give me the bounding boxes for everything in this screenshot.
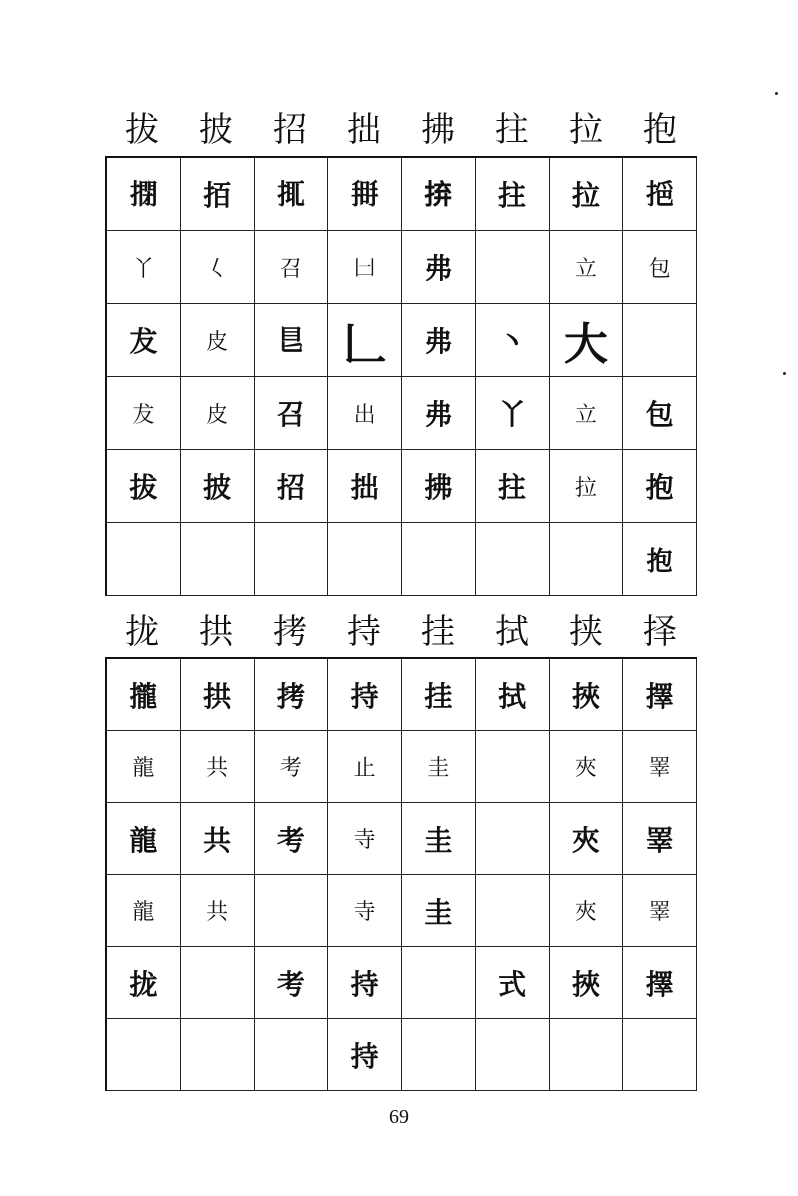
table2-glyph-cell: 挾 [550,947,624,1019]
table1-header-char: 拙 [347,110,381,150]
table2-header-char: 择 [643,612,677,652]
table2-glyph-cell [550,1019,624,1091]
table1-glyph-cell: 拂 [402,450,476,523]
table1-glyph-cell: 丫 [476,377,550,450]
table2-glyph-cell: 止 [328,731,402,803]
table2-glyph-cell: 考 [255,731,329,803]
table1-glyph-cell: 大 [550,304,624,377]
table2-glyph-cell: 夾 [550,731,624,803]
table1-glyph-cell: 皮 [181,377,255,450]
table1-glyph-cell: 召 [255,231,329,304]
table2-glyph-cell: 龍 [107,803,181,875]
table2-glyph-cell: 挾 [550,659,624,731]
table2-grid [105,657,697,1091]
table1-glyph-cell [328,523,402,596]
table2-glyph-cell: 持 [328,1019,402,1091]
table1-glyph-cell: 招 [255,450,329,523]
table1-glyph-cell: 抱 [623,450,697,523]
table2-glyph-cell: 考 [255,803,329,875]
table2-header-char: 挟 [569,612,603,652]
table1-glyph-cell: 犮 [107,377,181,450]
table1-glyph-cell: 犮 [107,304,181,377]
table1-glyph-cell: 𥃩 [255,304,329,377]
table1-glyph-cell: 包 [623,231,697,304]
table1-glyph-cell: 𡿨 [181,231,255,304]
table1-glyph-cell [623,304,697,377]
table2-glyph-cell [255,1019,329,1091]
table2-glyph-cell [402,1019,476,1091]
table1-glyph-cell: 𠙵 [328,231,402,304]
table1-glyph-cell: 𢬵 [402,158,476,231]
table1-glyph-cell: 披 [181,450,255,523]
table2-glyph-cell: 龍 [107,731,181,803]
table1-glyph-cell: 抱 [623,523,697,596]
table1-glyph-cell [181,523,255,596]
table1-glyph-cell: 拄 [476,158,550,231]
table1-glyph-cell: 立 [550,231,624,304]
scan-speck [783,372,786,375]
table1-glyph-cell: 𢲾 [107,158,181,231]
table1-glyph-cell: 召 [255,377,329,450]
table2-glyph-cell: 龍 [107,875,181,947]
table2-glyph-cell: 持 [328,947,402,1019]
table2-glyph-cell: 拢 [107,947,181,1019]
table1-glyph-cell [476,523,550,596]
table1-glyph-cell: 拄 [476,450,550,523]
table1-grid [105,156,697,596]
table1-header-char: 拔 [125,110,159,150]
table1-glyph-cell: 弗 [402,231,476,304]
table2-glyph-cell: 圭 [402,875,476,947]
table2-header-char: 挂 [421,612,455,652]
table1-header-char: 拄 [495,110,529,150]
table1-glyph-cell: 𠃊 [328,304,402,377]
table2-glyph-cell: 圭 [402,731,476,803]
table2-glyph-cell: 夾 [550,803,624,875]
table2-header-char: 持 [347,612,381,652]
table2-header-char: 拭 [495,612,529,652]
table2-glyph-cell: 圭 [402,803,476,875]
table1-glyph-cell [107,523,181,596]
table1-glyph-cell: 包 [623,377,697,450]
table1-glyph-cell: 拉 [550,450,624,523]
scan-speck [775,92,778,95]
table1-glyph-cell: 𢰿 [328,158,402,231]
table1-glyph-cell: 出 [328,377,402,450]
table1-header-char: 抱 [643,110,677,150]
table2-glyph-cell [476,1019,550,1091]
table1-header-char: 披 [199,110,233,150]
table2-header [105,612,697,652]
table2-glyph-cell: 共 [181,803,255,875]
table1-header-char: 拉 [569,110,603,150]
table2-glyph-cell [476,731,550,803]
table1-glyph-cell: 丫 [107,231,181,304]
table2-glyph-cell [181,947,255,1019]
table2-glyph-cell: 拭 [476,659,550,731]
table2-glyph-cell: 拷 [255,659,329,731]
page-number: 69 [389,1106,409,1128]
table2-header-char: 拢 [125,612,159,652]
table2-glyph-cell [181,1019,255,1091]
table1-glyph-cell: 皮 [181,304,255,377]
table1-glyph-cell: 弗 [402,304,476,377]
table2-glyph-cell: 式 [476,947,550,1019]
table2-glyph-cell [402,947,476,1019]
table1-glyph-cell [476,231,550,304]
table1-header-char: 拂 [421,110,455,150]
table1-header [105,110,697,150]
table2-header-char: 拷 [273,612,307,652]
table2-glyph-cell: 睪 [623,731,697,803]
table2-glyph-cell: 考 [255,947,329,1019]
table1-glyph-cell: 弗 [402,377,476,450]
table1-glyph-cell: 丶 [476,304,550,377]
table1-glyph-cell: 𢫦 [181,158,255,231]
table2-glyph-cell: 共 [181,731,255,803]
table2-glyph-cell: 持 [328,659,402,731]
table2-glyph-cell: 攏 [107,659,181,731]
table2-glyph-cell [255,875,329,947]
table1-glyph-cell: 拔 [107,450,181,523]
table2-glyph-cell: 擇 [623,659,697,731]
table2-glyph-cell: 共 [181,875,255,947]
table2-glyph-cell: 擇 [623,947,697,1019]
table1-glyph-cell [255,523,329,596]
table2-glyph-cell: 寺 [328,875,402,947]
table2-glyph-cell: 夾 [550,875,624,947]
table1-glyph-cell: 拙 [328,450,402,523]
table2-glyph-cell [476,875,550,947]
table1-glyph-cell: 𢬴 [255,158,329,231]
table1-glyph-cell [402,523,476,596]
table2-glyph-cell [476,803,550,875]
table2-glyph-cell: 拱 [181,659,255,731]
table2-glyph-cell: 挂 [402,659,476,731]
table2-glyph-cell: 睪 [623,803,697,875]
table2-header-char: 拱 [199,612,233,652]
table1-glyph-cell: 立 [550,377,624,450]
table1-glyph-cell: 𢮤 [623,158,697,231]
table2-glyph-cell: 睪 [623,875,697,947]
table1-glyph-cell: 拉 [550,158,624,231]
table2-glyph-cell [107,1019,181,1091]
table2-glyph-cell [623,1019,697,1091]
table1-header-char: 招 [273,110,307,150]
table2-glyph-cell: 寺 [328,803,402,875]
table1-glyph-cell [550,523,624,596]
